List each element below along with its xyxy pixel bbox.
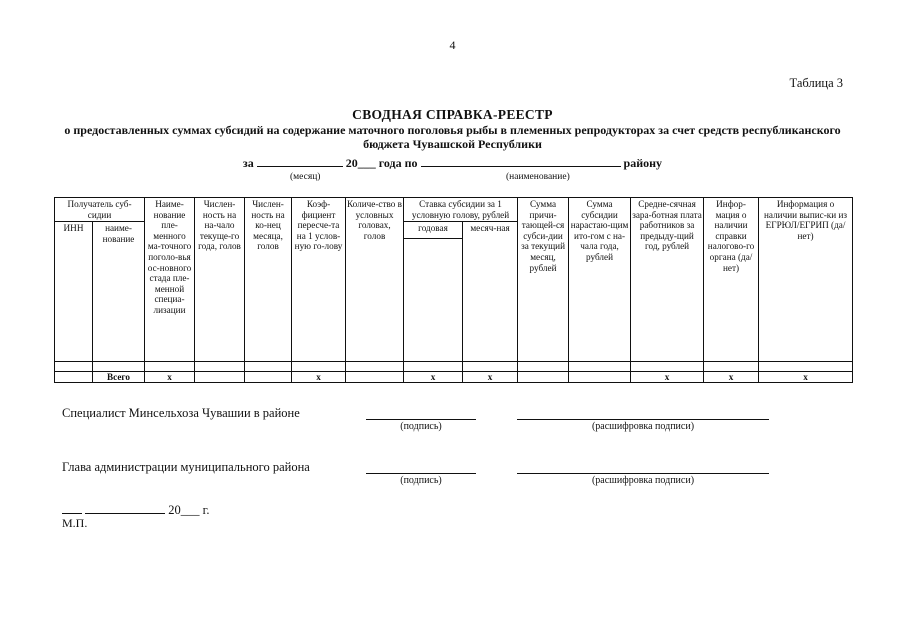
total-cell: [569, 372, 631, 383]
seal-place: М.П.: [62, 516, 88, 530]
total-cell: x: [759, 372, 853, 383]
header-rate-year-body: [404, 238, 463, 362]
total-cell: [518, 372, 569, 383]
header-tax-info: Инфор-мация о наличии справки налогово-го органа (да/нет): [704, 198, 759, 362]
data-row-empty: [55, 362, 853, 372]
date-year: 20___ г.: [168, 503, 210, 517]
period-prefix: за: [242, 156, 254, 170]
header-cumulative-amount: Сумма субсидии нарастаю-щим ито-гом с на-чала года, рублей: [569, 198, 631, 362]
month-caption: (месяц): [290, 172, 321, 182]
header-rate: Ставка субсидии за 1 условную голову, рублей: [404, 198, 518, 222]
signature-caption-1: (подпись): [400, 421, 442, 432]
period-line: [0, 155, 905, 171]
total-cell: x: [463, 372, 518, 383]
district-blank: [421, 155, 621, 167]
total-cell: x: [704, 372, 759, 383]
header-average-salary: Средне-сячная зара-ботная плата работников за предыду-щий год, рублей: [631, 198, 704, 362]
total-cell: x: [404, 372, 463, 383]
total-cell: [55, 372, 93, 383]
header-name: наиме-нование: [93, 222, 145, 362]
period-middle: года по: [378, 156, 418, 170]
header-herd: Наиме-нование пле-менного ма-точного поголо-вья ос-новного стада пле-менной специа-лизации: [145, 198, 195, 362]
header-inn: ИНН: [55, 222, 93, 362]
total-label: Всего: [93, 372, 145, 383]
registry-table: [54, 197, 853, 383]
period-suffix: району: [623, 156, 663, 170]
document-subtitle: о предоставленных суммах субсидий на содержание маточного поголовья рыбы в племенных репродукторах за счет средств республиканского бюджета Чувашской Республики: [64, 123, 841, 151]
total-cell: x: [631, 372, 704, 383]
period-year: 20___: [345, 156, 376, 170]
total-cell: [195, 372, 245, 383]
month-date-blank: [85, 502, 165, 514]
district-caption: (наименование): [506, 172, 570, 182]
header-due-amount: Сумма причи-тающей-ся субси-дии за текущий месяц, рублей: [518, 198, 569, 362]
header-rate-month: месяч-ная: [463, 222, 518, 362]
header-row-1: [55, 198, 853, 222]
header-recipient: Получатель суб-сидии: [55, 198, 145, 222]
total-cell: [245, 372, 292, 383]
signature-role-2: Глава администрации муниципального района: [62, 460, 310, 474]
total-cell: x: [292, 372, 346, 383]
total-row: [55, 372, 853, 383]
decode-caption-1: (расшифровка подписи): [591, 421, 695, 432]
total-cell: x: [145, 372, 195, 383]
decode-line-2: [517, 473, 769, 474]
header-coefficient: Коэф-фициент пересче-та на 1 услов-ную го-лову: [292, 198, 346, 362]
header-egrul-info: Информация о наличии выпис-ки из ЕГРЮЛ/ЕГРИП (да/нет): [759, 198, 853, 362]
page-number: 4: [449, 38, 456, 52]
signature-role-1: Специалист Минсельхоза Чувашии в районе: [62, 406, 300, 420]
signature-caption-2: (подпись): [400, 475, 442, 486]
header-count-start: Числен-ность на на-чало текуще-го года, голов: [195, 198, 245, 362]
signature-line-2: [366, 473, 476, 474]
total-cell: [346, 372, 404, 383]
decode-caption-2: (расшифровка подписи): [591, 475, 695, 486]
header-count-end: Числен-ность на ко-нец месяца, голов: [245, 198, 292, 362]
month-blank: [257, 155, 343, 167]
table-label: Таблица 3: [789, 76, 843, 90]
signature-line-1: [366, 419, 476, 420]
header-rate-year: годовая: [404, 222, 463, 238]
document-title: СВОДНАЯ СПРАВКА-РЕЕСТР: [352, 107, 553, 122]
header-conditional-heads: Количе-ство в условных головах, голов: [346, 198, 404, 362]
day-blank: [62, 502, 82, 514]
decode-line-1: [517, 419, 769, 420]
